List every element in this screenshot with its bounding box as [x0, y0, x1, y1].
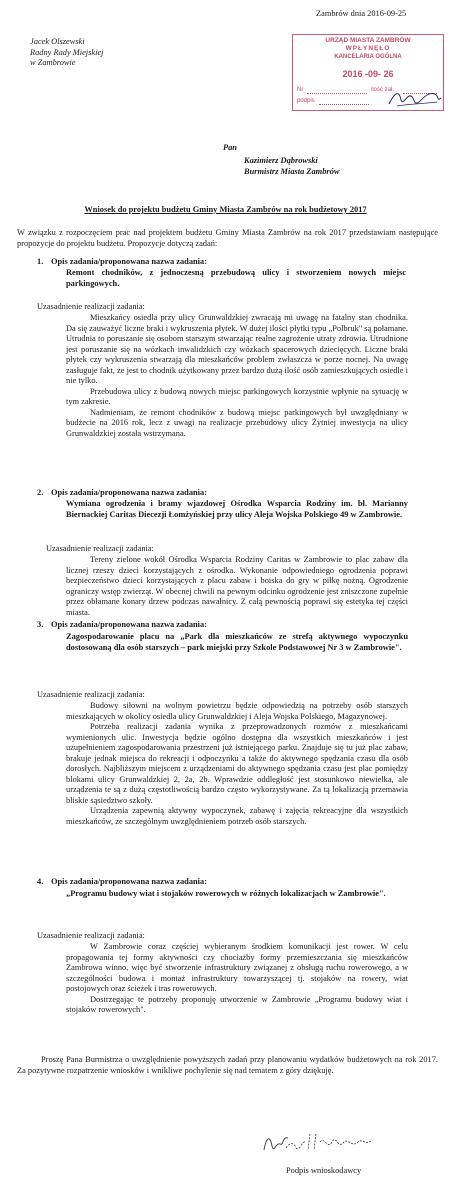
item-1-number: 1.: [37, 257, 44, 266]
item-4-paragraph: Dostrzegając te potrzeby proponuję utworzenie w Zambrowie „Programu budowy wiat i stojaków rowerowych".: [66, 994, 408, 1014]
item-4-heading: Opis zadania/proponowana nazwa zadania:: [51, 877, 207, 886]
item-2-paragraph: Tereny zielone wokół Ośrodka Wsparcia Rodziny Caritas w Zambrowie to plac zabaw dla licznej rzeszy dzieci korzystających z ośrodka. Wykonanie odpowiedniego ogrodzenia poprawi bezpieczeństwo dzieci korzystających z placu zabaw i boiska do gry w piłkę nożną. Ogrodzenie ograniczy wstęp zwierząt. W obecnej chwili na pewnym odcinku ogrodzenie jest zniszczone zupełnie przez obłamane konary drzew podczas nawałnicy. Z całą pewnością poprawi się estetyka tej części miasta.: [66, 555, 408, 617]
stamp-signature-label: podpis: [297, 98, 315, 104]
item-2-heading: Opis zadania/proponowana nazwa zadania:: [51, 488, 207, 497]
document-title: [0, 205, 451, 216]
recipient-role: Burmistrz Miasta Zambrów: [244, 166, 340, 176]
closing-text: Proszę Pana Burmistrza o uwzględnienie powyższych zadań przy planowaniu wydatków budżetowych na rok 2017. Za pozytywne rozpatrzenie wniosków i wnikliwe pochylenie się nad tematem z góry dziękuję.: [17, 1055, 438, 1075]
stamp-nr-label: Nr: [297, 87, 304, 93]
item-1-heading: Opis zadania/proponowana nazwa zadania:: [51, 257, 207, 266]
recipient-salutation: Pan: [223, 143, 237, 152]
item-2-justification: [66, 555, 408, 618]
item-4-number: 4.: [37, 877, 44, 886]
stamp-nr-line: [307, 93, 367, 94]
sender-block: [30, 37, 170, 69]
applicant-signature: [258, 1128, 378, 1160]
item-1-name: Remont chodników, z jednoczesną przebudową ulicy i stworzeniem nowych miejsc parkingowych.: [66, 268, 406, 288]
stamp-handwritten-signature: [387, 86, 443, 110]
item-3-heading: Opis zadania/proponowana nazwa zadania:: [51, 620, 207, 629]
stamp-office: URZĄD MIASTA ZAMBRÓW: [325, 37, 411, 44]
item-3-justification-label: Uzasadnienie realizacji zadania:: [37, 690, 145, 699]
item-1-paragraph: Mieszkańcy osiedla przy ulicy Grunwaldzkiej zwracają mi uwagę na fatalny stan chodnika. Da się zauważyć liczne braki i wykruszenia płytek. W dużej ilości płytki typu „Polbruk" są połamane. Utrudnia to poruszanie się osobom starszym stwarzając realne zagrożenie utraty zdrowia. Utrudnione jest poruszanie się na wózkach inwalidzkich czy wózkach spacerowych dziecięcych. Liczne braki płytek czy wykruszenia stwarzają dla mieszkańców problem zwłaszcza w porze nocnej. Na uwagę zasługuje fakt, że jest to chodnik użytkowany przez bardzo dużą ilość osób zamieszkujących osiedle i nie tylko.: [66, 313, 408, 385]
stamp-department: KANCELARIA OGÓLNA: [334, 54, 402, 60]
document-title-text: Wniosek do projektu budżetu Gminy Miasta Zambrów na rok budżetowy 2017: [84, 205, 367, 214]
item-4-justification: [66, 942, 408, 1016]
item-4-justification-label: Uzasadnienie realizacji zadania:: [37, 931, 145, 940]
stamp-signature-line: [319, 104, 369, 105]
item-2-number: 2.: [37, 488, 44, 497]
stamp-attachments-label: ilość zał.: [371, 87, 395, 93]
item-3-paragraph: Potrzeba realizacji zadania wynika z przeprowadzonych rozmów z mieszkańcami wymienionych ulic. Inwestycja będzie ogólno dostępna dla wszystkich mieszkańców i jest uzupełnieniem zagospodarowania przestrzeni już istniejącego parku. Znajduje się tu już plac zabaw, brakuje jednak miejsca do rekreacji i odpoczynku a także do aktywnego spędzania czasu dla osób dorosłych. Najbliższym miejscem z urządzeniami do aktywnego spędzania czasu jest plac pomiędzy blokami ulicy Grunwaldzkiej 2, 2a, 2b. Wprawdzie oddległość jest stosunkowo niewielka, ale urządzenia te są z dużą częstotliwością bardzo często wykorzystywane. Za tą lokalizacją przemawia bliskie sąsiedztwo szkoły.: [66, 722, 408, 805]
item-1-justification-label: Uzasadnienie realizacji zadania:: [37, 302, 145, 311]
recipient-name: Kazimierz Dąbrowski: [244, 156, 318, 165]
item-1-justification: [66, 313, 408, 439]
incoming-stamp: [292, 34, 444, 111]
item-4-name: „Programu budowy wiat i stojaków rowerowych w różnych lokalizacjach w Zambrowie".: [66, 889, 386, 898]
item-2-name: Wymiana ogrodzenia i bramy wjazdowej Ośrodka Wsparcia Rodziny im. bł. Marianny Biernackiej Caritas Diecezji Łomżyńskiej przy ulicy Aleja Wojska Polskiego 49 w Zambrowie.: [66, 499, 408, 519]
item-3-number: 3.: [37, 620, 44, 629]
item-2-justification-label: Uzasadnienie realizacji zadania:: [46, 544, 154, 553]
signature-caption: Podpis wnioskodawcy: [286, 1166, 362, 1175]
item-1-paragraph: Nadmieniam, że remont chodników z budową miejsc parkingowych był uwzględniany w budżecie na 2016 rok, lecz z uwagi na realizacje przebudowy ulicy Żytniej inwestycja na ulicy Grunwaldzkiej została wstrzymana.: [66, 407, 408, 438]
stamp-date: 2016 -09- 26: [342, 69, 394, 79]
item-1-paragraph: Przebudowa ulicy z budową nowych miejsc parkingowych korzystnie wpłynie na sytuację w tym zakresie.: [66, 386, 408, 406]
stamp-received: WPŁYNĘŁO: [345, 45, 391, 52]
intro-text: W związku z rozpoczęciem prac nad projektem budżetu Gminy Miasta Zambrów na rok 2017 przedstawiam następujące propozycje do projektu budżetu. Propozycje dotyczą zadań:: [17, 228, 438, 248]
recipient-block: [244, 156, 414, 177]
item-3-paragraph: Budowy siłowni na wolnym powietrzu będzie odpowiedzią na potrzeby osób starszych mieszkających w okolicy osiedla ulicy Grunwaldzkiej i Aleja Wojska Polskiego, Magazynowej.: [66, 701, 408, 721]
item-4-paragraph: W Zambrowie coraz częściej wybieranym środkiem komunikacji jest rower. W celu propagowania tej formy aktywności czy chociażby formy przemieszczania się mieszkańców Zambrowa winno, więc być stworzenie infrastruktury związanej z obsługą ruchu rowerowego, a w szczególności budowa i montaż infrastruktury towarzyszącej tj. stojaków na rowery, wiat postojowych oraz ścieżek i tras rowerowych.: [66, 942, 408, 993]
item-3-name: Zagospodarowanie placu na „Park dla mieszkańców ze strefą aktywnego wypoczynku dostosowaną dla osób starszych – park miejski przy Szkole Podstawowej Nr 3 w Zambrowie".: [66, 632, 408, 652]
sender-name: Jacek Olszewski: [30, 37, 85, 46]
sender-city: w Zambrowie: [30, 58, 76, 67]
place-date: Zambrów dnia 2016-09-25: [316, 9, 407, 18]
item-3-justification: [66, 701, 408, 827]
sender-role: Radny Rady Miejskiej: [30, 47, 104, 57]
item-3-paragraph: Urządzenia zapewnią aktywny wypoczynek, zabawę i zajęcia rekreacyjne dla wszystkich mieszkańców, ze szczególnym uwzględnieniem potrzeb osób starszych.: [66, 806, 408, 826]
